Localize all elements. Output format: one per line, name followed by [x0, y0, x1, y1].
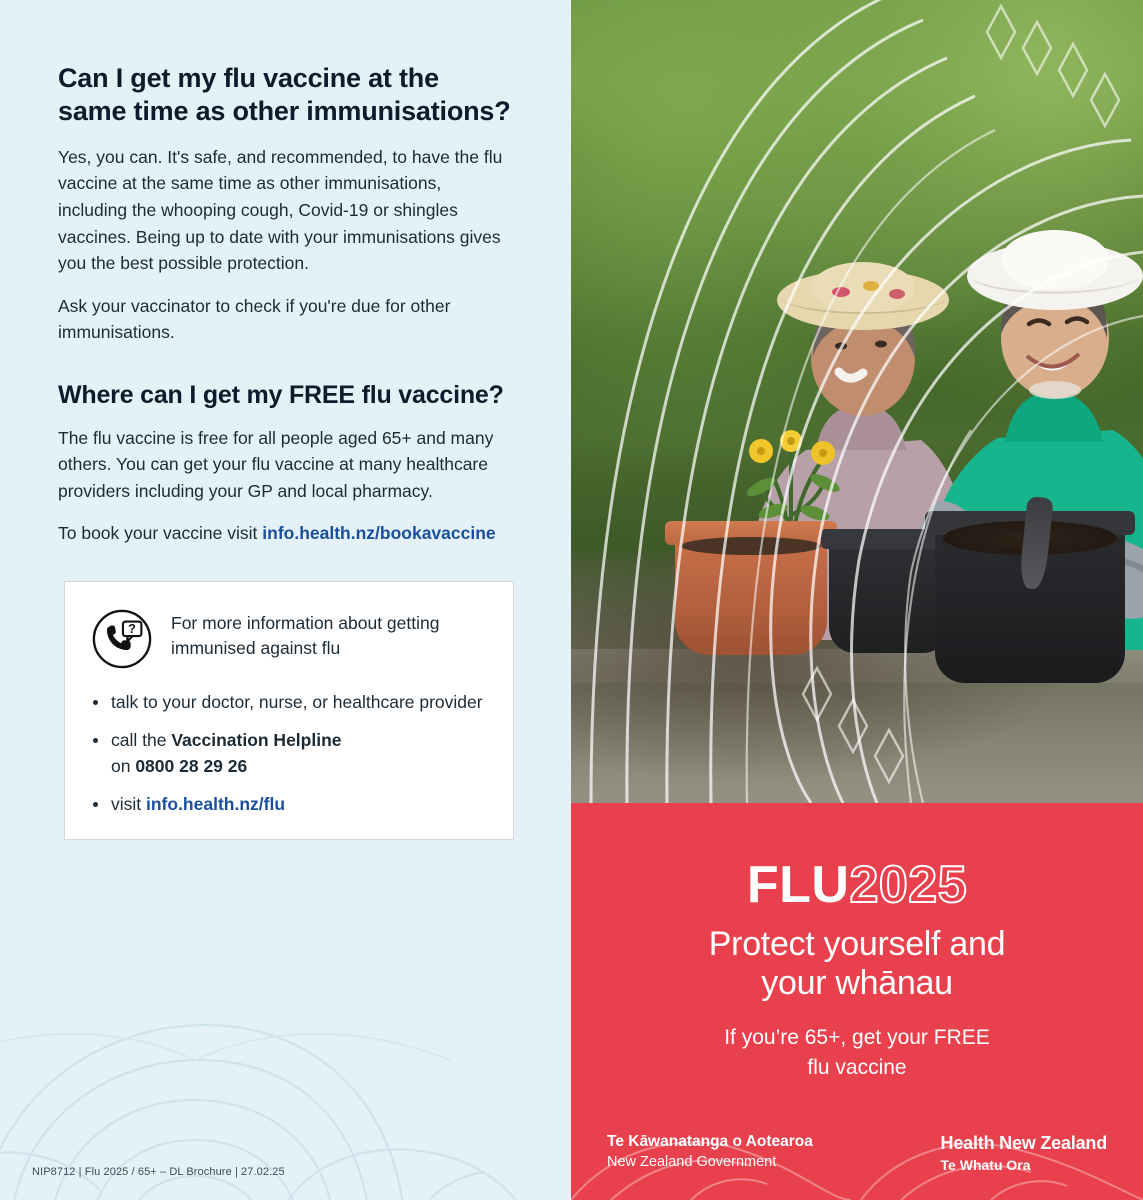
flu-word: FLU	[746, 856, 850, 914]
question-1-paragraph-1: Yes, you can. It's safe, and recommended, to have the flu vaccine at the same time as other immunisations, including the whooping cough, Covid-19 or shingles vaccines. Being up to date with your immunisations gives you the best possible protection.	[58, 146, 503, 274]
left-content	[0, 0, 571, 840]
campaign-subheading-line-1: Protect yourself and	[708, 925, 1006, 963]
question-1-heading: Can I get my flu vaccine at the same time as other immunisations?	[58, 63, 511, 126]
more-information-list	[91, 690, 487, 818]
flu-campaign-panel	[571, 803, 1143, 1200]
list-item	[91, 690, 487, 715]
question-2-paragraph-1: The flu vaccine is free for all people aged 65+ and many others. You can get your flu vaccine at many healthcare providers including your GP and local pharmacy.	[58, 427, 494, 501]
health-new-zealand-logo-line-1: Health New Zealand	[940, 1133, 1107, 1154]
terracotta-pot	[675, 535, 827, 655]
bullet-1-text: talk to your doctor, nurse, or healthcare provider	[111, 691, 483, 712]
small-black-pot	[829, 541, 949, 653]
book-a-vaccine-link[interactable]: info.health.nz/bookavaccine	[262, 523, 496, 544]
list-item	[91, 728, 487, 779]
helpline-phone-number: 0800 28 29 26	[135, 755, 248, 776]
logo-row	[571, 1132, 1143, 1174]
question-2-paragraph-2	[58, 520, 503, 547]
bullet-2-prefix: call the	[111, 730, 172, 751]
two-women-gardening-photo	[571, 0, 1143, 803]
campaign-note-line-2: flu vaccine	[807, 1055, 907, 1079]
phone-question-icon	[91, 608, 153, 670]
list-item	[91, 792, 487, 817]
bullet-3-prefix: visit	[111, 794, 146, 815]
more-information-heading: For more information about getting immunised against flu	[171, 612, 440, 659]
nz-government-logo-line-1: Te Kāwanatanga o Aotearoa	[607, 1133, 813, 1151]
document-reference-code: NIP8712 | Flu 2025 / 65+ – DL Brochure | 27.02.25	[32, 1166, 285, 1178]
right-panel	[571, 0, 1143, 1200]
question-1-paragraph-2: Ask your vaccinator to check if you're due for other immunisations.	[58, 295, 451, 343]
more-information-box	[64, 581, 514, 841]
flu-year: 2025	[849, 856, 968, 914]
vaccination-helpline-label: Vaccination Helpline	[171, 730, 342, 751]
left-panel	[0, 0, 571, 1200]
health-new-zealand-logo-line-2: Te Whatu Ora	[940, 1156, 1031, 1173]
health-new-zealand-logo	[941, 1132, 1107, 1174]
nz-government-logo	[607, 1132, 813, 1174]
flu-2025-title	[571, 856, 1143, 914]
question-2-heading: Where can I get my FREE flu vaccine?	[58, 381, 504, 410]
campaign-subheading-line-2: your whānau	[761, 964, 953, 1003]
more-information-header	[91, 608, 487, 670]
koru-pattern-background	[0, 810, 560, 1200]
nz-government-logo-line-2: New Zealand Government	[607, 1153, 777, 1170]
bullet-2-line2-prefix: on	[111, 755, 136, 776]
campaign-note-line-1: If you’re 65+, get your FREE	[724, 1026, 990, 1050]
campaign-subheading	[571, 925, 1143, 1003]
flu-info-link[interactable]: info.health.nz/flu	[146, 794, 286, 815]
campaign-note	[571, 1023, 1143, 1082]
book-vaccine-text: To book your vaccine visit	[58, 523, 263, 544]
svg-text:?: ?	[128, 622, 136, 637]
